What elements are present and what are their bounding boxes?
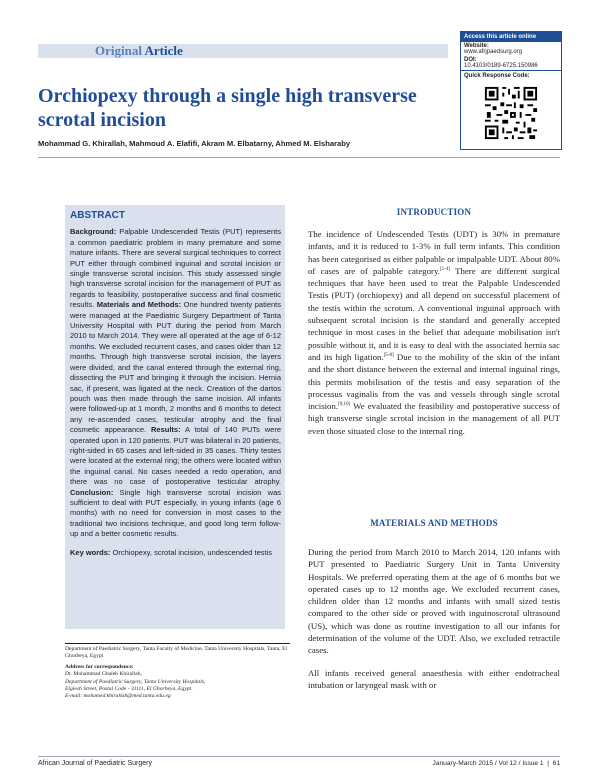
abstract-methods-label: Materials and Methods: (96, 300, 182, 310)
website-value[interactable]: www.afrjpaedsurg.org (464, 49, 523, 55)
doi-row (461, 56, 561, 70)
keywords-text: Orchiopexy, scrotal incision, undescended testis (110, 547, 273, 557)
abstract-conclusion-text: Single high transverse scrotal incision was sufficient to deal with PUT especially, in young infants (age 6 months) with no need for conversion in most cases to the traditional two incisions technique, and good long term follow-up and a better cosmetic results. (70, 487, 281, 539)
intro-ref-3[interactable]: [9,10] (338, 402, 351, 408)
affiliation-rule (65, 643, 290, 644)
intro-text-d: We evaluated the feasibility and postoperative success of high transverse single scrotal incision in the management of all PUT even those situated close to the internal ring. (308, 401, 560, 436)
abstract-background-label: Background: (70, 227, 117, 237)
footer-issue-info: January-March 2015 / Vol 12 / Issue 1 | 61 (432, 760, 560, 767)
intro-text-c: Due to the mobility of the skin of the infant and the short distance between the external and internal inguinal rings, this permits mobilisation of the testis and easy separation of the processus vaginalis from the vas and vessels through single scrotal incision. (308, 351, 560, 412)
doi-value[interactable]: 10.4103/0189-6725.150986 (464, 63, 538, 69)
intro-ref-2[interactable]: [5-8] (383, 353, 394, 359)
footer-rule (38, 756, 560, 757)
affiliation-dept: Department of Paediatric Surgery, Tanta Faculty of Medicine, Tanta University Hospitals, Tanta, El Ghorbeya, Egypt (65, 646, 288, 660)
correspondence-name: Dr. Mohammad Ghaleb Khirallah, (65, 671, 142, 678)
section-label-light: Original (95, 43, 142, 58)
footer-page: 61 (552, 760, 560, 767)
abstract-heading: ABSTRACT (70, 210, 125, 221)
correspondence-label-text: Address for correspondence: (65, 663, 134, 670)
correspondence-address-1: Department of Paediatric Surgery, Tanta University Hospitals, (65, 678, 206, 685)
doi-label: DOI: (464, 57, 477, 63)
intro-ref-1[interactable]: [1-4] (440, 266, 451, 272)
section-label-dark: Article (144, 43, 183, 58)
website-label: Website: (464, 43, 489, 49)
keywords-label: Key words: (70, 547, 111, 557)
abstract-conclusion-label: Conclusion: (70, 487, 114, 497)
abstract-keywords (70, 548, 281, 558)
affiliation-block (65, 646, 290, 701)
intro-text-b: There are different surgical techniques that have been used to treat the Palpable Undescended Testis (PUT) (orchiopexy) and all depend on successful placement of the testis within the scrotum. A conventional inguinal approach with subsequent scrotal incision is the standard and generally accepted technique in most cases in the belief that adequate mobilisation isn't possible without it, and it is easy to deal with the associated hernia sac and its high ligation. (308, 265, 560, 362)
abstract-results-label: Results: (151, 425, 181, 435)
introduction-paragraph (308, 228, 560, 437)
access-box (460, 31, 562, 150)
qr-label: Quick Response Code: (461, 70, 561, 81)
abstract-results-text: A total of 140 PUTs were operated upon in 120 patients. PUT was bilateral in 20 patients, right-sided in 65 cases and left-sided in 35 cases. Thirty testes were located at the external ring; the others were located within the inguinal canal. No cases needed a redo operation, and there was no case of postoperative testicular atrophy. (70, 425, 281, 487)
qr-code-icon[interactable] (483, 85, 539, 141)
footer-issue: January-March 2015 / Vol 12 / Issue 1 (432, 760, 544, 767)
article-title: Orchiopexy through a single high transverse scrotal incision (38, 85, 417, 131)
correspondence-email[interactable]: E-mail: mohamed.khirallah@med.tanta.edu.eg (65, 693, 171, 700)
website-row (461, 42, 561, 56)
methods-heading: MATERIALS AND METHODS (370, 518, 498, 528)
header-divider (38, 157, 560, 158)
abstract-background-text: Palpable Undescended Testis (PUT) represents a common paediatric problem in many premature and some mature infants. There are several surgical techniques to correct PUT either through combined inguinal and scrotal incision or single transverse scrotal incision. This study assessed single high transverse scrotal incision for the management of PUT as regards to feasibility, postoperative success and final cosmetic results. (70, 227, 281, 310)
methods-paragraph-1: During the period from March 2010 to March 2014, 120 infants with PUT presented to Paediatric Surgery Unit in Tanta University Hospitals. We preferred operating them at the age of 6 months but we operated cases up to 12 months age. We excluded recurrent cases, children older than 12 months and infants with small sized testis compared to the other side or proved with inguinoscrotal ultrasound (US), which was done as routine investigation to all our infants for determination of the volume of the UDT. Also, we excluded retractile cases. (308, 547, 560, 656)
abstract-text (70, 227, 281, 539)
methods-section (308, 546, 560, 699)
abstract-methods-text: One hundred twenty patients were managed at the Paediatric Surgery Department of Tanta University Hospital with PUT during the period from March 2010 to March 2014. They were all operated at the age of 6-12 months. We excluded recurrent cases, and cases older than 12 months. Through high transverse scrotal incision, the layers were divided, and the canal entered through the external ring, dissecting the PUT and bringing it through the incision. Hernia sac, if present, was ligated at the neck. Creation of the dartos pouch was then made through the same incision. All infants were followed-up at 1 month, 2 months and 6 months to detect any re-ascended cases, testicular atrophy and the final cosmetic appearance. (70, 300, 281, 435)
correspondence-address-2: Elgiesh Street, Postal Code - 31111, El Ghorbeya, Egypt. (65, 686, 193, 693)
correspondence-label (65, 664, 290, 671)
introduction-section (308, 228, 560, 445)
footer-journal: African Journal of Paediatric Surgery (38, 760, 152, 767)
intro-text-a: The incidence of Undescended Testis (UDT) is 30% in premature infants, and it is reduced to 1-3% in full term infants. This condition has been categorised as either palpable or impalpable UDT. About 80% of cases are of palpable category. (308, 229, 560, 276)
methods-paragraph-2: All infants received general anaesthesia with either endotracheal intubation or laryngeal mask with or (308, 667, 560, 690)
access-heading: Access this article online (461, 32, 561, 42)
introduction-heading: INTRODUCTION (396, 207, 472, 217)
abstract-box (65, 205, 285, 629)
article-authors: Mohammad G. Khirallah, Mahmoud A. Elafifi, Akram M. Elbatarny, Ahmed M. Elsharaby (38, 139, 351, 148)
section-label (95, 44, 183, 58)
